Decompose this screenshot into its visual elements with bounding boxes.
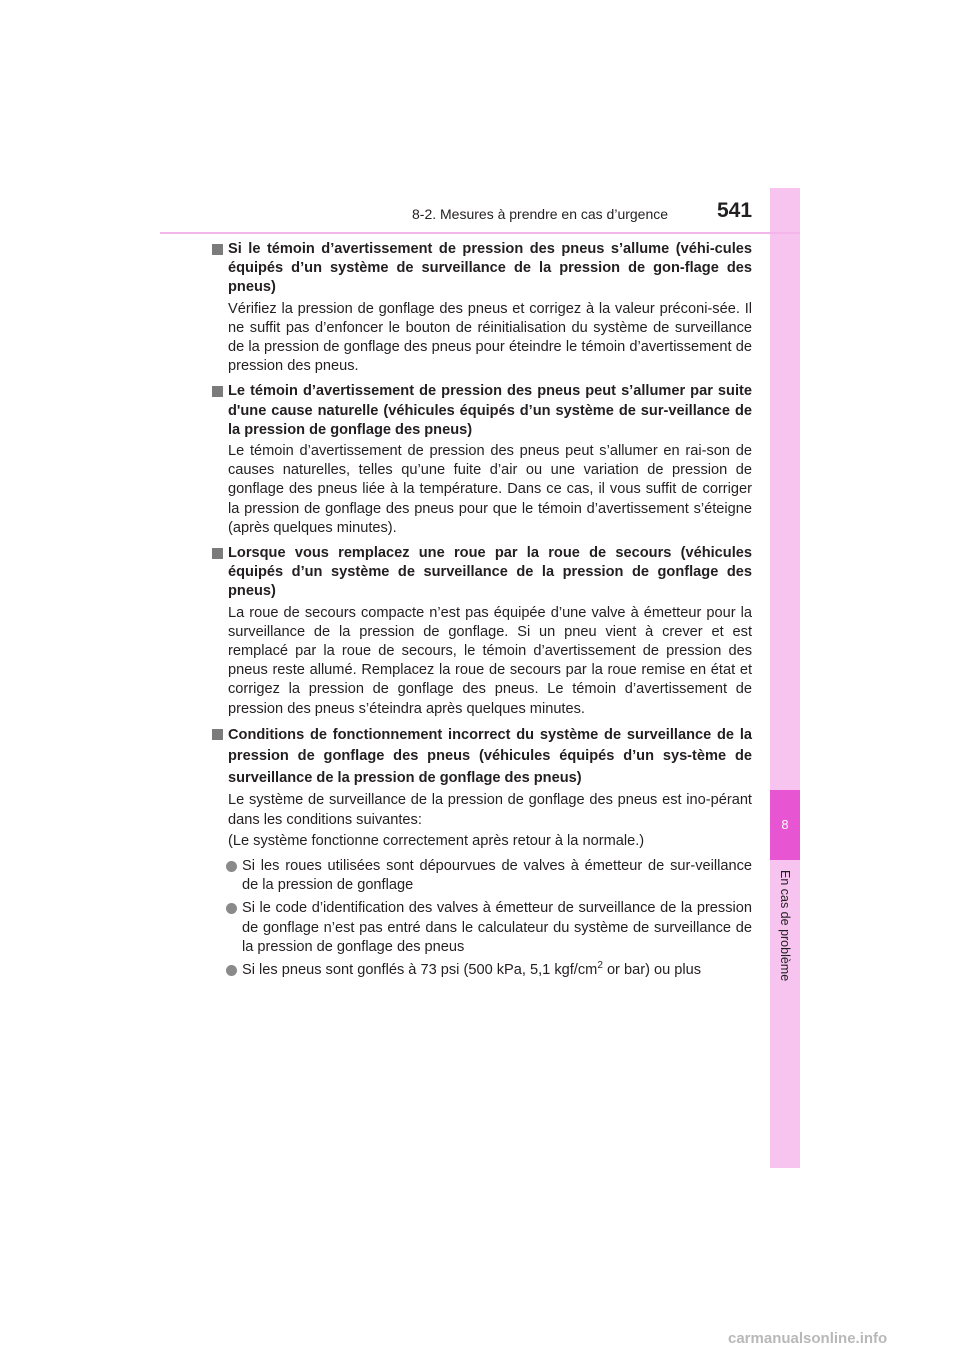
list-item-text: Si les roues utilisées sont dépourvues de valves à émetteur de sur-veillance de la pression de gonflage	[242, 857, 752, 894]
section-1	[212, 240, 752, 376]
square-bullet-icon	[212, 386, 223, 397]
section-heading-text: Lorsque vous remplacez une roue par la roue de secours (véhicules équipés d’un système de surveillance de la pression de gonflage des pneus)	[228, 545, 752, 600]
section-heading	[212, 725, 752, 790]
square-bullet-icon	[212, 548, 223, 559]
section-note: (Le système fonctionne correctement après retour à la normale.)	[228, 832, 645, 849]
list-item	[212, 857, 752, 895]
section-2	[212, 382, 752, 538]
section-body: Le système de surveillance de la pression de gonflage des pneus est ino-pérant dans les conditions suivantes:	[228, 792, 752, 828]
section-heading-text: Le témoin d’avertissement de pression des pneus peut s’allumer par suite d'une cause naturelle (véhicules équipés d’un système de sur-veillance de la pression de gonflage des pneus)	[228, 383, 752, 438]
list-item-text-end: or bar) ou plus	[602, 962, 702, 978]
header-divider	[160, 232, 800, 234]
section-4	[212, 725, 752, 980]
watermark: carmanualsonline.info	[728, 1330, 888, 1347]
superscript: 2	[597, 960, 603, 972]
list-item-text: Si le code d’identification des valves à émetteur de surveillance de la pression de gonflage n’est pas entré dans le calculateur du système de surveillance de la pression de gonflage des pneus	[242, 900, 752, 955]
section-title: 8-2. Mesures à prendre en cas d’urgence	[412, 206, 669, 222]
section-heading	[212, 544, 752, 602]
section-heading-text: Si le témoin d’avertissement de pression des pneus s’allume (véhi-cules équipés d’un système de surveillance de la pression de gon-flage des pneus)	[228, 241, 752, 296]
list-item-text-start: Si les pneus sont gonflés à 73 psi (500 kPa, 5,1 kgf/cm	[242, 962, 598, 978]
list-item-text	[242, 962, 701, 978]
square-bullet-icon	[212, 244, 223, 255]
section-body: Le témoin d’avertissement de pression des pneus peut s’allumer en rai-son de causes naturelles, telles qu’une fuite d’air ou une variation de pression de gonflage des pneus liée à la température. Dans ce cas, il vous suffit de corriger la pression de gonflage des pneus pour que le témoin d’avertissement s’éteigne (après quelques minutes).	[228, 443, 752, 536]
section-body: La roue de secours compacte n’est pas équipée d’une valve à émetteur pour la surveillance de la pression de gonflage. Si un pneu vient à crever et est remplacé par la roue de secours, le témoin d’avertissement de pression des pneus reste allumé. Remplacez la roue de secours par la roue remise en état et corrigez la pression de gonflage des pneus. Le témoin d’avertissement de pression des pneus s’éteindra après quelques minutes.	[228, 604, 752, 717]
page-content	[212, 240, 752, 984]
section-heading	[212, 382, 752, 440]
list-item	[212, 899, 752, 957]
round-bullet-icon	[226, 903, 237, 914]
square-bullet-icon	[212, 729, 223, 740]
side-tab	[770, 188, 800, 1168]
round-bullet-icon	[226, 861, 237, 872]
chapter-title-tab: En cas de problème	[778, 870, 792, 982]
chapter-number-tab: 8	[770, 790, 800, 860]
section-heading	[212, 240, 752, 298]
list-item	[212, 961, 752, 980]
round-bullet-icon	[226, 965, 237, 976]
section-3	[212, 544, 752, 719]
section-heading-text: Conditions de fonctionnement incorrect du système de surveillance de la pression de gonflage des pneus (véhicules équipés d’un sys-tème de surveillance de la pression de gonflage des pneus)	[228, 726, 752, 786]
section-body: Vérifiez la pression de gonflage des pneus et corrigez à la valeur préconi-sée. Il ne suffit pas d’enfoncer le bouton de réinitialisation du système de surveillance de la pression de gonflage des pneus pour éteindre le témoin d’avertissement de pression des pneus.	[228, 300, 752, 375]
page-number: 541	[717, 199, 753, 222]
